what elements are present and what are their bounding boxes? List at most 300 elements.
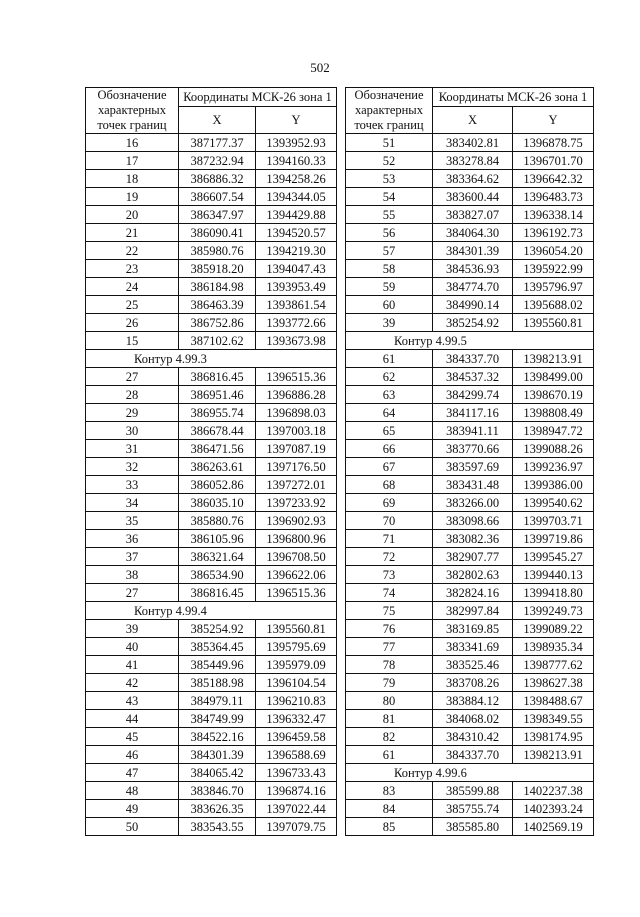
y-coordinate-cell: 1393673.98	[256, 332, 337, 350]
table-row	[86, 494, 337, 512]
contour-row	[86, 602, 337, 620]
table-row	[346, 548, 594, 566]
x-coordinate-cell: 386816.45	[179, 584, 256, 602]
table-row	[86, 638, 337, 656]
coords-header: Координаты МСК-26 зона 1	[179, 88, 337, 107]
point-number-cell: 25	[86, 296, 179, 314]
y-coordinate-cell: 1402569.19	[513, 818, 594, 836]
y-coordinate-cell: 1396878.75	[513, 134, 594, 152]
coordinates-table-right	[345, 87, 594, 836]
y-coordinate-cell: 1394520.57	[256, 224, 337, 242]
y-coordinate-cell: 1397079.75	[256, 818, 337, 836]
contour-label: Контур 4.99.5	[346, 332, 594, 350]
table-row	[346, 800, 594, 818]
x-coordinate-cell: 382824.16	[433, 584, 513, 602]
y-coordinate-cell: 1399545.27	[513, 548, 594, 566]
y-coordinate-cell: 1397003.18	[256, 422, 337, 440]
point-number-cell: 52	[346, 152, 433, 170]
x-coordinate-cell: 385599.88	[433, 782, 513, 800]
x-coordinate-cell: 385980.76	[179, 242, 256, 260]
x-coordinate-cell: 383543.55	[179, 818, 256, 836]
point-number-cell: 78	[346, 656, 433, 674]
y-coordinate-cell: 1395688.02	[513, 296, 594, 314]
point-number-cell: 29	[86, 404, 179, 422]
point-number-cell: 53	[346, 170, 433, 188]
y-coordinate-cell: 1396902.93	[256, 512, 337, 530]
y-coordinate-cell: 1396192.73	[513, 224, 594, 242]
x-coordinate-cell: 382802.63	[433, 566, 513, 584]
table-row	[346, 656, 594, 674]
contour-label: Контур 4.99.4	[86, 602, 337, 620]
contour-row	[346, 332, 594, 350]
point-number-cell: 43	[86, 692, 179, 710]
y-coordinate-cell: 1399088.26	[513, 440, 594, 458]
x-header: X	[179, 107, 256, 134]
y-coordinate-cell: 1395796.97	[513, 278, 594, 296]
x-coordinate-cell: 386816.45	[179, 368, 256, 386]
table-row	[346, 296, 594, 314]
table-row	[86, 548, 337, 566]
y-coordinate-cell: 1396642.32	[513, 170, 594, 188]
contour-row	[346, 764, 594, 782]
y-coordinate-cell: 1396515.36	[256, 368, 337, 386]
point-number-cell: 68	[346, 476, 433, 494]
table-row	[346, 134, 594, 152]
y-coordinate-cell: 1397176.50	[256, 458, 337, 476]
point-number-cell: 54	[346, 188, 433, 206]
point-number-cell: 56	[346, 224, 433, 242]
y-coordinate-cell: 1402237.38	[513, 782, 594, 800]
point-number-cell: 24	[86, 278, 179, 296]
y-coordinate-cell: 1395560.81	[513, 314, 594, 332]
table-row	[346, 206, 594, 224]
x-coordinate-cell: 383266.00	[433, 494, 513, 512]
y-coordinate-cell: 1398174.95	[513, 728, 594, 746]
point-number-cell: 46	[86, 746, 179, 764]
table-row	[346, 188, 594, 206]
coords-header: Координаты МСК-26 зона 1	[433, 88, 594, 107]
table-row	[86, 386, 337, 404]
table-row	[86, 170, 337, 188]
point-number-cell: 15	[86, 332, 179, 350]
table-row	[86, 368, 337, 386]
point-number-cell: 72	[346, 548, 433, 566]
y-coordinate-cell: 1394344.05	[256, 188, 337, 206]
table-row	[86, 476, 337, 494]
y-coordinate-cell: 1398777.62	[513, 656, 594, 674]
table-row	[86, 404, 337, 422]
x-coordinate-cell: 383278.84	[433, 152, 513, 170]
x-coordinate-cell: 385188.98	[179, 674, 256, 692]
y-coordinate-cell: 1396104.54	[256, 674, 337, 692]
x-coordinate-cell: 384065.42	[179, 764, 256, 782]
point-number-cell: 71	[346, 530, 433, 548]
point-number-cell: 79	[346, 674, 433, 692]
point-number-cell: 42	[86, 674, 179, 692]
x-coordinate-cell: 385585.80	[433, 818, 513, 836]
y-coordinate-cell: 1397233.92	[256, 494, 337, 512]
y-coordinate-cell: 1398947.72	[513, 422, 594, 440]
y-coordinate-cell: 1396886.28	[256, 386, 337, 404]
point-number-cell: 60	[346, 296, 433, 314]
x-coordinate-cell: 386951.46	[179, 386, 256, 404]
x-coordinate-cell: 383626.35	[179, 800, 256, 818]
table-row	[86, 530, 337, 548]
point-number-cell: 27	[86, 368, 179, 386]
point-number-cell: 61	[346, 746, 433, 764]
y-coordinate-cell: 1399418.80	[513, 584, 594, 602]
point-number-cell: 22	[86, 242, 179, 260]
point-number-cell: 30	[86, 422, 179, 440]
y-coordinate-cell: 1394219.30	[256, 242, 337, 260]
point-number-cell: 73	[346, 566, 433, 584]
x-coordinate-cell: 386463.39	[179, 296, 256, 314]
point-number-cell: 69	[346, 494, 433, 512]
table-row	[86, 152, 337, 170]
x-coordinate-cell: 383402.81	[433, 134, 513, 152]
table-row	[346, 620, 594, 638]
table-row	[346, 440, 594, 458]
point-number-cell: 47	[86, 764, 179, 782]
y-coordinate-cell: 1399236.97	[513, 458, 594, 476]
table-row	[86, 656, 337, 674]
x-coordinate-cell: 385254.92	[433, 314, 513, 332]
y-coordinate-cell: 1398499.00	[513, 368, 594, 386]
x-coordinate-cell: 384299.74	[433, 386, 513, 404]
point-number-cell: 74	[346, 584, 433, 602]
point-number-cell: 40	[86, 638, 179, 656]
x-coordinate-cell: 382907.77	[433, 548, 513, 566]
point-number-cell: 18	[86, 170, 179, 188]
x-coordinate-cell: 386090.41	[179, 224, 256, 242]
x-coordinate-cell: 387177.37	[179, 134, 256, 152]
y-coordinate-cell: 1399440.13	[513, 566, 594, 584]
point-number-cell: 39	[346, 314, 433, 332]
x-coordinate-cell: 384337.70	[433, 746, 513, 764]
y-coordinate-cell: 1397087.19	[256, 440, 337, 458]
table-row	[346, 404, 594, 422]
y-coordinate-cell: 1396622.06	[256, 566, 337, 584]
table-row	[86, 206, 337, 224]
x-coordinate-cell: 383884.12	[433, 692, 513, 710]
point-number-cell: 26	[86, 314, 179, 332]
x-coordinate-cell: 386052.86	[179, 476, 256, 494]
table-row	[86, 188, 337, 206]
y-coordinate-cell: 1396515.36	[256, 584, 337, 602]
x-coordinate-cell: 384990.14	[433, 296, 513, 314]
x-coordinate-cell: 386955.74	[179, 404, 256, 422]
point-number-cell: 61	[346, 350, 433, 368]
x-coordinate-cell: 385755.74	[433, 800, 513, 818]
point-number-cell: 57	[346, 242, 433, 260]
x-coordinate-cell: 386321.64	[179, 548, 256, 566]
y-header: Y	[256, 107, 337, 134]
table-row	[346, 260, 594, 278]
table-row	[346, 818, 594, 836]
x-coordinate-cell: 384774.70	[433, 278, 513, 296]
table-row	[346, 170, 594, 188]
table-row	[346, 224, 594, 242]
x-coordinate-cell: 383597.69	[433, 458, 513, 476]
point-number-cell: 17	[86, 152, 179, 170]
table-row	[346, 386, 594, 404]
table-row	[86, 728, 337, 746]
point-number-cell: 48	[86, 782, 179, 800]
y-coordinate-cell: 1399386.00	[513, 476, 594, 494]
y-coordinate-cell: 1396338.14	[513, 206, 594, 224]
table-row	[86, 674, 337, 692]
point-number-cell: 70	[346, 512, 433, 530]
table-row	[346, 710, 594, 728]
table-row	[346, 728, 594, 746]
x-coordinate-cell: 384522.16	[179, 728, 256, 746]
table-row	[86, 764, 337, 782]
x-coordinate-cell: 382997.84	[433, 602, 513, 620]
y-coordinate-cell: 1394258.26	[256, 170, 337, 188]
table-row	[346, 278, 594, 296]
y-coordinate-cell: 1396708.50	[256, 548, 337, 566]
y-coordinate-cell: 1395560.81	[256, 620, 337, 638]
point-number-cell: 39	[86, 620, 179, 638]
table-row	[346, 458, 594, 476]
table-row	[86, 134, 337, 152]
y-coordinate-cell: 1395795.69	[256, 638, 337, 656]
point-number-cell: 37	[86, 548, 179, 566]
y-coordinate-cell: 1396332.47	[256, 710, 337, 728]
x-coordinate-cell: 383600.44	[433, 188, 513, 206]
x-coordinate-cell: 386471.56	[179, 440, 256, 458]
point-number-cell: 31	[86, 440, 179, 458]
table-row	[86, 782, 337, 800]
point-number-cell: 28	[86, 386, 179, 404]
table-row	[86, 242, 337, 260]
x-coordinate-cell: 384064.30	[433, 224, 513, 242]
contour-label: Контур 4.99.6	[346, 764, 594, 782]
y-coordinate-cell: 1395922.99	[513, 260, 594, 278]
point-number-cell: 45	[86, 728, 179, 746]
table-row	[86, 818, 337, 836]
y-coordinate-cell: 1394429.88	[256, 206, 337, 224]
table-row	[86, 746, 337, 764]
y-coordinate-cell: 1398488.67	[513, 692, 594, 710]
x-coordinate-cell: 386184.98	[179, 278, 256, 296]
y-coordinate-cell: 1393772.66	[256, 314, 337, 332]
page-number: 502	[310, 60, 330, 75]
point-number-cell: 77	[346, 638, 433, 656]
table-row	[346, 314, 594, 332]
point-number-cell: 20	[86, 206, 179, 224]
table-row	[346, 422, 594, 440]
table-row	[86, 458, 337, 476]
table-row	[346, 512, 594, 530]
table-row	[86, 800, 337, 818]
point-number-cell: 80	[346, 692, 433, 710]
table-row	[86, 260, 337, 278]
table-row	[86, 314, 337, 332]
table-row	[86, 224, 337, 242]
point-number-cell: 84	[346, 800, 433, 818]
table-row	[346, 350, 594, 368]
x-coordinate-cell: 385254.92	[179, 620, 256, 638]
y-coordinate-cell: 1397272.01	[256, 476, 337, 494]
point-number-cell: 83	[346, 782, 433, 800]
y-coordinate-cell: 1396210.83	[256, 692, 337, 710]
point-number-cell: 82	[346, 728, 433, 746]
designation-header: Обозначение характерных точек границ	[346, 88, 433, 134]
x-coordinate-cell: 384310.42	[433, 728, 513, 746]
contour-label: Контур 4.99.3	[86, 350, 337, 368]
table-row	[86, 512, 337, 530]
x-coordinate-cell: 386035.10	[179, 494, 256, 512]
x-coordinate-cell: 384301.39	[179, 746, 256, 764]
y-coordinate-cell: 1396874.16	[256, 782, 337, 800]
point-number-cell: 36	[86, 530, 179, 548]
x-coordinate-cell: 383846.70	[179, 782, 256, 800]
x-coordinate-cell: 384979.11	[179, 692, 256, 710]
point-number-cell: 49	[86, 800, 179, 818]
point-number-cell: 21	[86, 224, 179, 242]
table-row	[86, 422, 337, 440]
x-coordinate-cell: 383082.36	[433, 530, 513, 548]
point-number-cell: 32	[86, 458, 179, 476]
y-coordinate-cell: 1396588.69	[256, 746, 337, 764]
point-number-cell: 55	[346, 206, 433, 224]
x-coordinate-cell: 386263.61	[179, 458, 256, 476]
y-coordinate-cell: 1399249.73	[513, 602, 594, 620]
point-number-cell: 23	[86, 260, 179, 278]
point-number-cell: 66	[346, 440, 433, 458]
y-coordinate-cell: 1398627.38	[513, 674, 594, 692]
y-coordinate-cell: 1396459.58	[256, 728, 337, 746]
point-number-cell: 44	[86, 710, 179, 728]
table-row	[346, 530, 594, 548]
point-number-cell: 62	[346, 368, 433, 386]
x-coordinate-cell: 386607.54	[179, 188, 256, 206]
x-coordinate-cell: 385918.20	[179, 260, 256, 278]
x-coordinate-cell: 384068.02	[433, 710, 513, 728]
y-coordinate-cell: 1393861.54	[256, 296, 337, 314]
table-row	[346, 674, 594, 692]
y-coordinate-cell: 1394047.43	[256, 260, 337, 278]
table-row	[346, 494, 594, 512]
point-number-cell: 33	[86, 476, 179, 494]
point-number-cell: 41	[86, 656, 179, 674]
y-coordinate-cell: 1398808.49	[513, 404, 594, 422]
point-number-cell: 27	[86, 584, 179, 602]
x-coordinate-cell: 386752.86	[179, 314, 256, 332]
point-number-cell: 34	[86, 494, 179, 512]
y-coordinate-cell: 1398213.91	[513, 746, 594, 764]
x-coordinate-cell: 383770.66	[433, 440, 513, 458]
y-coordinate-cell: 1396054.20	[513, 242, 594, 260]
x-coordinate-cell: 383169.85	[433, 620, 513, 638]
y-coordinate-cell: 1398213.91	[513, 350, 594, 368]
y-coordinate-cell: 1393952.93	[256, 134, 337, 152]
x-coordinate-cell: 384536.93	[433, 260, 513, 278]
x-coordinate-cell: 386105.96	[179, 530, 256, 548]
x-coordinate-cell: 384117.16	[433, 404, 513, 422]
table-row	[86, 296, 337, 314]
point-number-cell: 58	[346, 260, 433, 278]
table-row	[346, 242, 594, 260]
table-row	[346, 152, 594, 170]
y-coordinate-cell: 1402393.24	[513, 800, 594, 818]
x-coordinate-cell: 384537.32	[433, 368, 513, 386]
y-coordinate-cell: 1395979.09	[256, 656, 337, 674]
table-row	[86, 692, 337, 710]
table-row	[346, 782, 594, 800]
table-row	[86, 278, 337, 296]
y-coordinate-cell: 1398935.34	[513, 638, 594, 656]
y-coordinate-cell: 1396733.43	[256, 764, 337, 782]
table-row	[86, 440, 337, 458]
y-coordinate-cell: 1396898.03	[256, 404, 337, 422]
table-row	[346, 746, 594, 764]
x-coordinate-cell: 383364.62	[433, 170, 513, 188]
y-coordinate-cell: 1399703.71	[513, 512, 594, 530]
table-row	[346, 584, 594, 602]
designation-header: Обозначение характерных точек границ	[86, 88, 179, 134]
point-number-cell: 65	[346, 422, 433, 440]
y-coordinate-cell: 1399089.22	[513, 620, 594, 638]
point-number-cell: 67	[346, 458, 433, 476]
x-coordinate-cell: 383525.46	[433, 656, 513, 674]
table-row	[86, 584, 337, 602]
y-coordinate-cell: 1394160.33	[256, 152, 337, 170]
point-number-cell: 75	[346, 602, 433, 620]
table-row	[86, 710, 337, 728]
x-coordinate-cell: 383708.26	[433, 674, 513, 692]
y-coordinate-cell: 1398670.19	[513, 386, 594, 404]
table-row	[346, 638, 594, 656]
point-number-cell: 35	[86, 512, 179, 530]
coordinates-table-left	[85, 87, 337, 836]
point-number-cell: 38	[86, 566, 179, 584]
x-coordinate-cell: 384301.39	[433, 242, 513, 260]
table-row	[346, 368, 594, 386]
x-coordinate-cell: 385449.96	[179, 656, 256, 674]
point-number-cell: 64	[346, 404, 433, 422]
x-coordinate-cell: 383341.69	[433, 638, 513, 656]
y-coordinate-cell: 1396701.70	[513, 152, 594, 170]
x-coordinate-cell: 385880.76	[179, 512, 256, 530]
x-coordinate-cell: 383941.11	[433, 422, 513, 440]
x-coordinate-cell: 384749.99	[179, 710, 256, 728]
point-number-cell: 76	[346, 620, 433, 638]
point-number-cell: 85	[346, 818, 433, 836]
x-coordinate-cell: 386678.44	[179, 422, 256, 440]
table-row	[346, 602, 594, 620]
point-number-cell: 19	[86, 188, 179, 206]
x-coordinate-cell: 386347.97	[179, 206, 256, 224]
point-number-cell: 59	[346, 278, 433, 296]
x-coordinate-cell: 386534.90	[179, 566, 256, 584]
table-row	[86, 566, 337, 584]
y-header: Y	[513, 107, 594, 134]
y-coordinate-cell: 1396800.96	[256, 530, 337, 548]
table-row	[86, 332, 337, 350]
y-coordinate-cell: 1398349.55	[513, 710, 594, 728]
point-number-cell: 16	[86, 134, 179, 152]
x-coordinate-cell: 383827.07	[433, 206, 513, 224]
point-number-cell: 63	[346, 386, 433, 404]
table-row	[346, 566, 594, 584]
y-coordinate-cell: 1399540.62	[513, 494, 594, 512]
x-coordinate-cell: 384337.70	[433, 350, 513, 368]
y-coordinate-cell: 1393953.49	[256, 278, 337, 296]
point-number-cell: 81	[346, 710, 433, 728]
x-coordinate-cell: 385364.45	[179, 638, 256, 656]
